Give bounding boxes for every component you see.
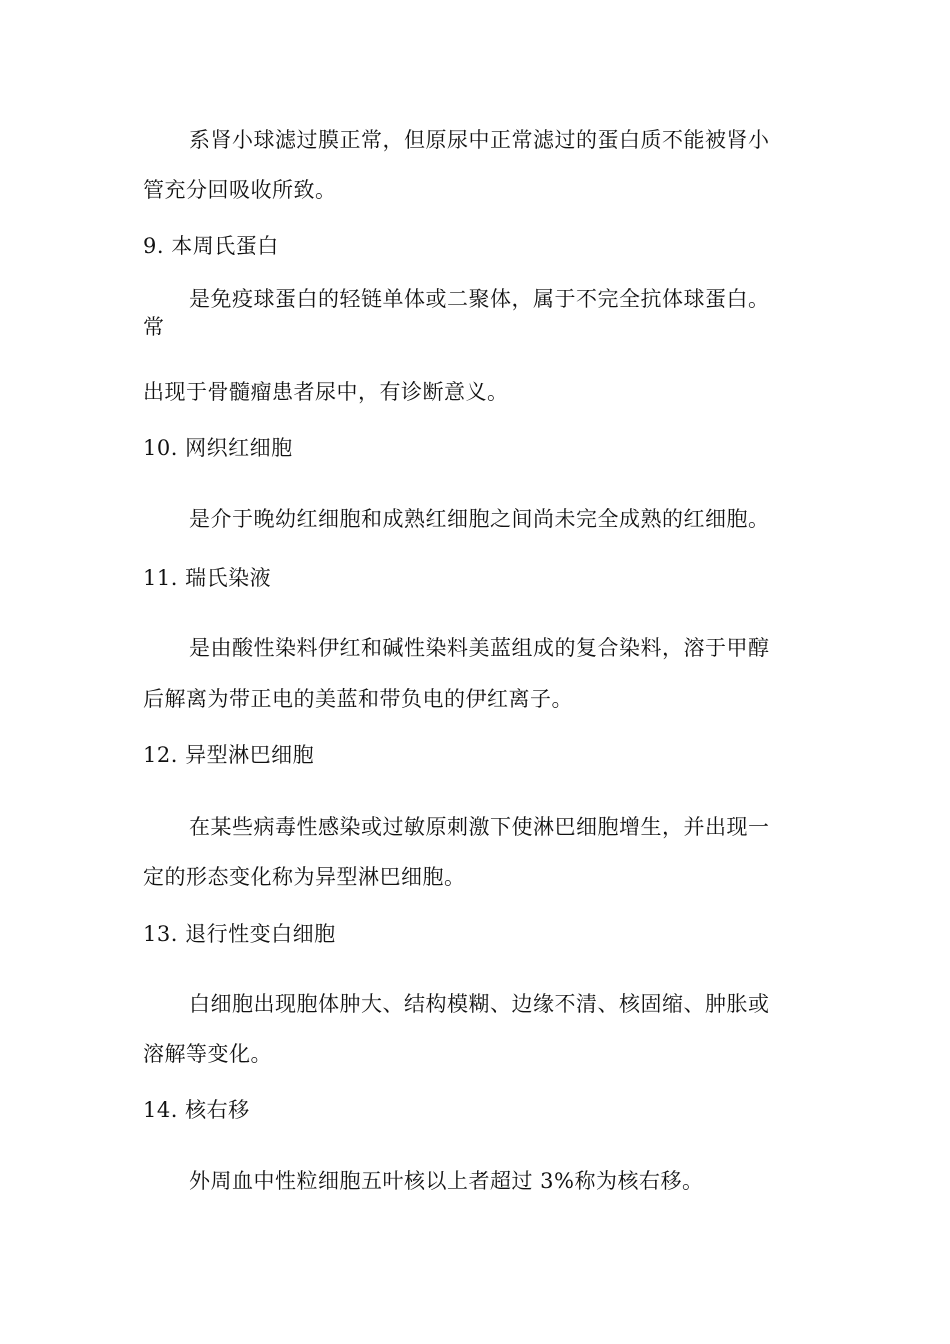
paragraph-line: 白细胞出现胞体肿大、结构模糊、边缘不清、核固缩、肿胀或 [189,992,770,1016]
term-heading: 11. 瑞氏染液 [143,566,272,590]
paragraph-line: 是免疫球蛋白的轻链单体或二聚体，属于不完全抗体球蛋白。 [189,287,770,311]
paragraph-line: 在某些病毒性感染或过敏原刺激下使淋巴细胞增生，并出现一 [189,815,770,839]
paragraph-line: 外周血中性粒细胞五叶核以上者超过 3%称为核右移。 [189,1169,704,1193]
paragraph-line: 是由酸性染料伊红和碱性染料美蓝组成的复合染料，溶于甲醇 [189,636,770,660]
paragraph-line: 溶解等变化。 [143,1042,272,1066]
term-heading: 10. 网织红细胞 [143,436,293,460]
paragraph-line: 后解离为带正电的美蓝和带负电的伊红离子。 [143,687,573,711]
paragraph-line: 管充分回吸收所致。 [143,178,337,202]
term-heading: 12. 异型淋巴细胞 [143,743,315,767]
term-heading: 9. 本周氏蛋白 [143,234,279,258]
term-heading: 13. 退行性变白细胞 [143,922,336,946]
paragraph-line: 是介于晚幼红细胞和成熟红细胞之间尚未完全成熟的红细胞。 [189,507,770,531]
paragraph-line: 出现于骨髓瘤患者尿中，有诊断意义。 [143,380,509,404]
term-heading: 14. 核右移 [143,1098,250,1122]
paragraph-line: 常 [143,315,165,339]
paragraph-line: 系肾小球滤过膜正常，但原尿中正常滤过的蛋白质不能被肾小 [189,128,770,152]
paragraph-line: 定的形态变化称为异型淋巴细胞。 [143,865,466,889]
